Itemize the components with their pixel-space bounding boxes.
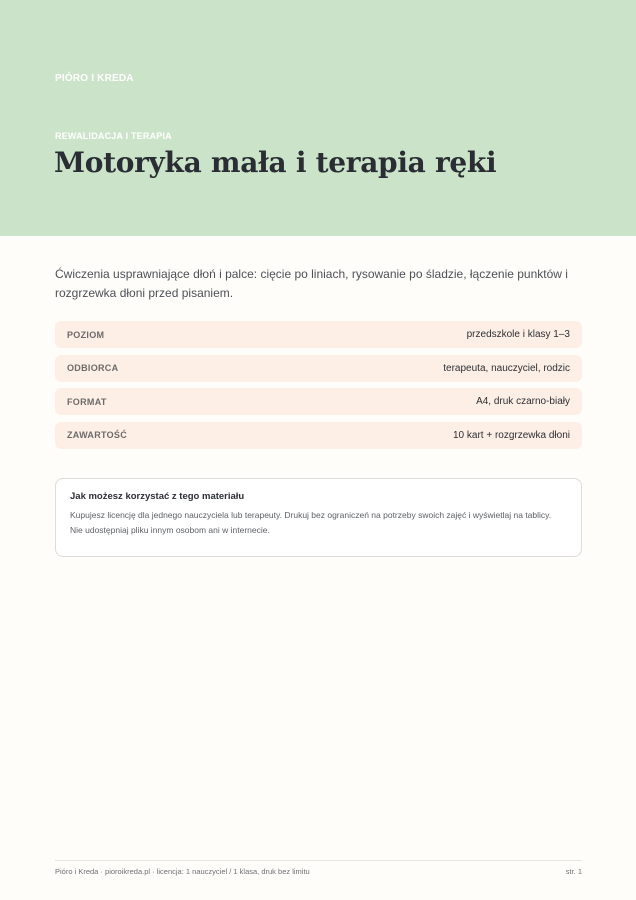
spec-value: przedszkole i klasy 1–3 [466, 329, 570, 340]
license-text: Kupujesz licencję dla jednego nauczyciela lub terapeuty. Drukuj bez ograniczeń na potrzeby swoich zajęć i wyświetlaj na tablicy. Nie udostępniaj pliku innym osobom ani w internecie. [70, 510, 552, 535]
page-title: Motoryka mała i terapia ręki [54, 146, 497, 179]
intro-text: Ćwiczenia usprawniające dłoń i palce: cięcie po liniach, rysowanie po śladzie, łączenie punktów i rozgrzewka dłoni przed pisaniem. [55, 267, 568, 300]
header-banner [0, 0, 636, 236]
spec-row-audience [55, 355, 582, 382]
footer-info: Pióro i Kreda · pioroikreda.pl · licencja: 1 nauczyciel / 1 klasa, druk bez limitu [55, 867, 310, 876]
spec-list [55, 321, 582, 455]
spec-value: A4, druk czarno-biały [476, 396, 570, 407]
spec-row-format [55, 388, 582, 415]
brand-name: PIÓRO I KREDA [55, 73, 134, 84]
spec-label: FORMAT [67, 396, 107, 407]
page-footer [55, 860, 582, 876]
spec-row-level [55, 321, 582, 348]
spec-label: POZIOM [67, 329, 105, 340]
category-label: REWALIDACJA I TERAPIA [55, 131, 172, 141]
license-title: Jak możesz korzystać z tego materiału [70, 491, 245, 502]
page-number: str. 1 [565, 867, 582, 876]
license-box [55, 478, 582, 557]
spec-label: ZAWARTOŚĆ [67, 430, 128, 440]
spec-row-contents [55, 422, 582, 449]
spec-value: terapeuta, nauczyciel, rodzic [443, 362, 570, 374]
spec-value: 10 kart + rozgrzewka dłoni [452, 429, 570, 441]
spec-label: ODBIORCA [67, 363, 119, 373]
